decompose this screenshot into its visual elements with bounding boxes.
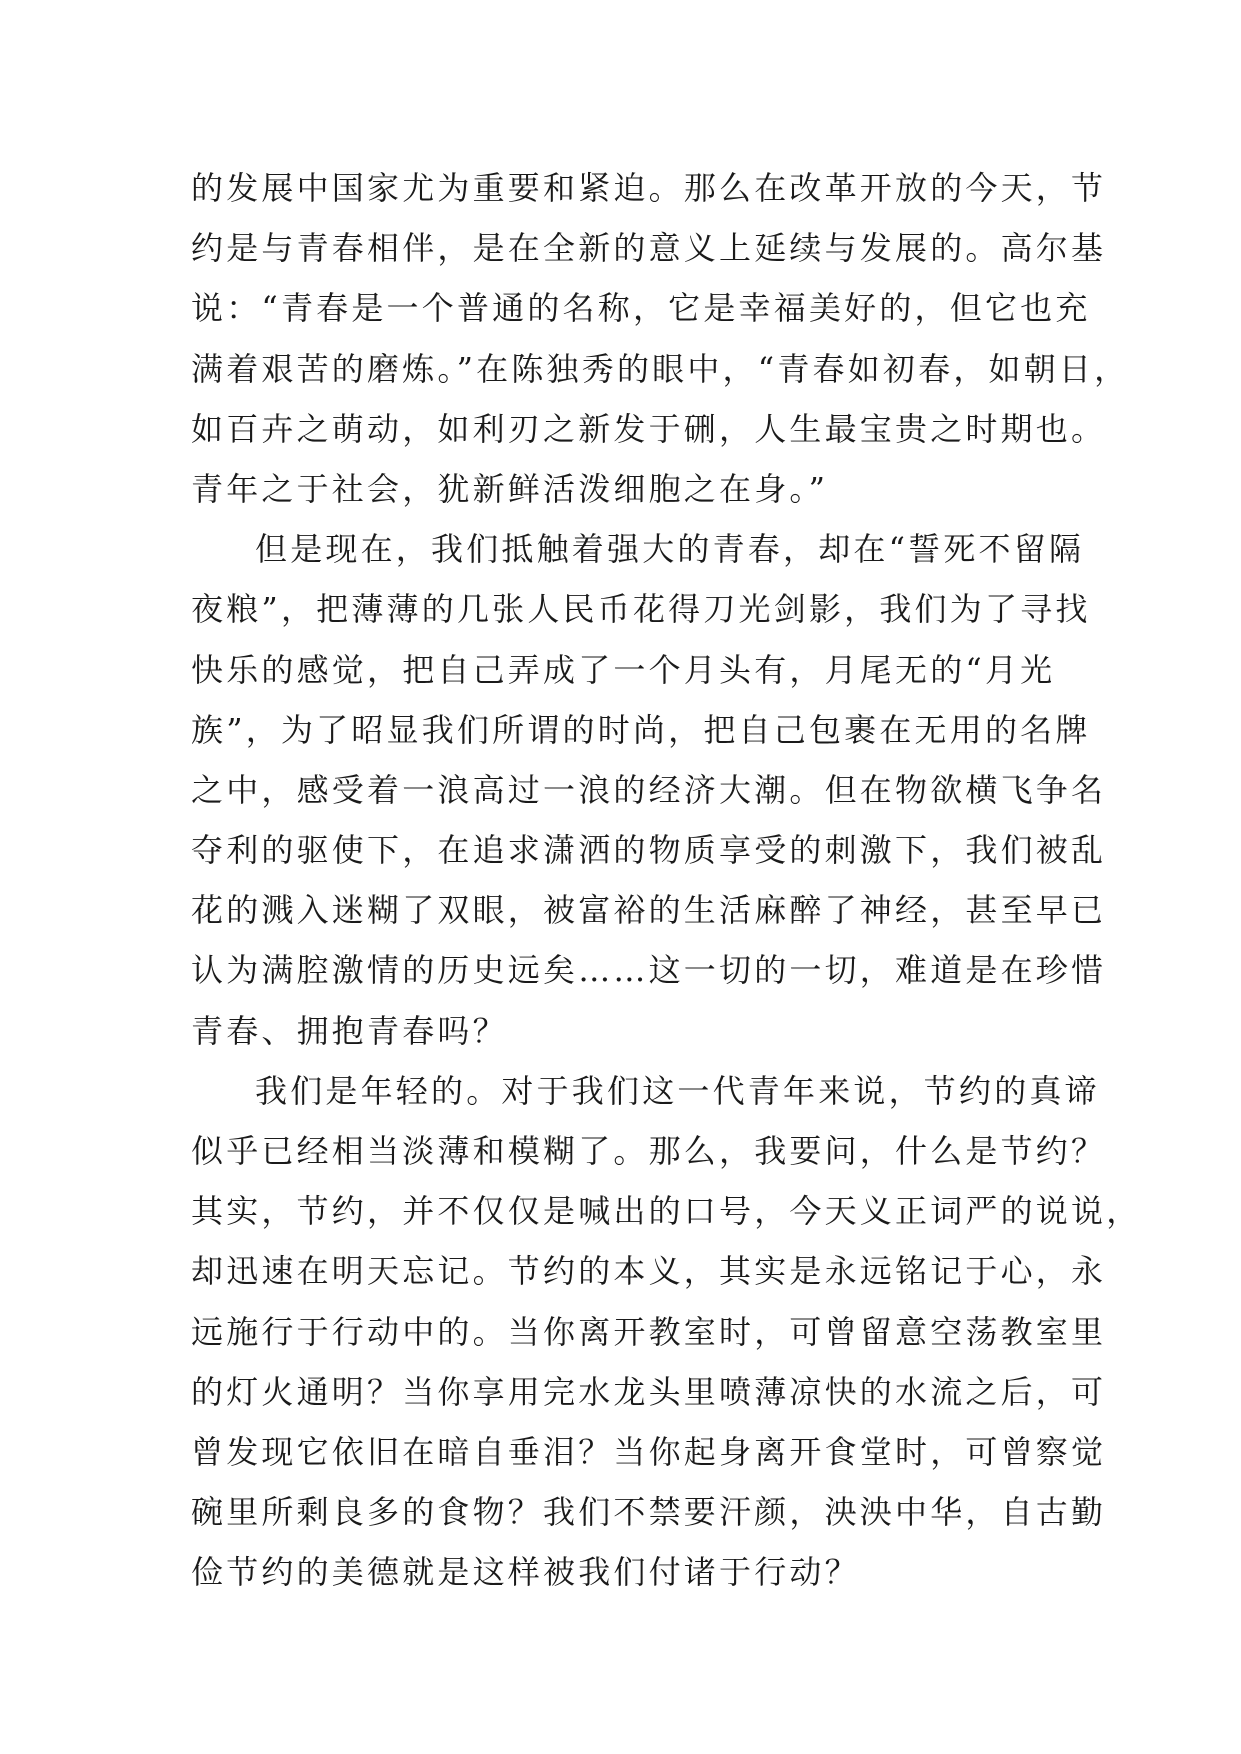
paragraph-1-line-2: 约是与青春相伴，是在全新的意义上延续与发展的。高尔基 — [191, 229, 1107, 268]
paragraph-3-line-8: 碗里所剩良多的食物？我们不禁要汗颜，泱泱中华，自古勤 — [191, 1493, 1107, 1532]
paragraph-3-line-5: 远施行于行动中的。当你离开教室时，可曾留意空荡教室里 — [191, 1312, 1107, 1351]
paragraph-1-line-3: 说：“青春是一个普通的名称，它是幸福美好的，但它也充 — [191, 289, 1091, 328]
body-text — [191, 158, 1142, 1603]
paragraph-2-line-9: 青春、拥抱青春吗？ — [191, 1011, 508, 1050]
paragraph-2-line-1: 但是现在，我们抵触着强大的青春，却在“誓死不留隔 — [255, 530, 1085, 569]
paragraph-3-line-7: 曾发现它依旧在暗自垂泪？当你起身离开食堂时，可曾察觉 — [191, 1432, 1107, 1471]
paragraph-2-line-5: 之中，感受着一浪高过一浪的经济大潮。但在物欲横飞争名 — [191, 770, 1107, 809]
paragraph-2-line-3: 快乐的感觉，把自己弄成了一个月头有，月尾无的“月光 — [191, 650, 1056, 689]
paragraph-3-line-2: 似乎已经相当淡薄和模糊了。那么，我要问，什么是节约？ — [191, 1132, 1107, 1170]
paragraph-2-line-6: 夺利的驱使下，在追求潇洒的物质享受的刺激下，我们被乱 — [191, 831, 1107, 870]
paragraph-1-line-1: 的发展中国家尤为重要和紧迫。那么在改革开放的今天，节 — [191, 169, 1107, 207]
paragraph-3-line-9: 俭节约的美德就是这样被我们付诸于行动？ — [191, 1553, 860, 1592]
paragraph-1-line-4: 满着艰苦的磨炼。”在陈独秀的眼中，“青春如初春，如朝日， — [191, 349, 1130, 388]
paragraph-1-line-6: 青年之于社会，犹新鲜活泼细胞之在身。” — [191, 469, 829, 508]
paragraph-3-line-4: 却迅速在明天忘记。节约的本义，其实是永远铭记于心，永 — [191, 1252, 1107, 1291]
paragraph-3-line-3: 其实，节约，并不仅仅是喊出的口号，今天义正词严的说说， — [191, 1192, 1142, 1231]
paragraph-2-line-7: 花的溅入迷糊了双眼，被富裕的生活麻醉了神经，甚至早已 — [191, 891, 1107, 930]
paragraph-1-line-5: 如百卉之萌动，如利刃之新发于硎，人生最宝贵之时期也。 — [191, 409, 1107, 448]
paragraph-3-line-1: 我们是年轻的。对于我们这一代青年来说，节约的真谛 — [255, 1071, 1100, 1110]
paragraph-2-line-8: 认为满腔激情的历史远矣……这一切的一切，难道是在珍惜 — [191, 951, 1107, 990]
paragraph-3-line-6: 的灯火通明？当你享用完水龙头里喷薄凉快的水流之后，可 — [191, 1372, 1107, 1411]
paragraph-2-line-4: 族”，为了昭显我们所谓的时尚，把自己包裹在无用的名牌 — [191, 710, 1091, 749]
paragraph-2-line-2: 夜粮”，把薄薄的几张人民币花得刀光剑影，我们为了寻找 — [191, 590, 1091, 629]
